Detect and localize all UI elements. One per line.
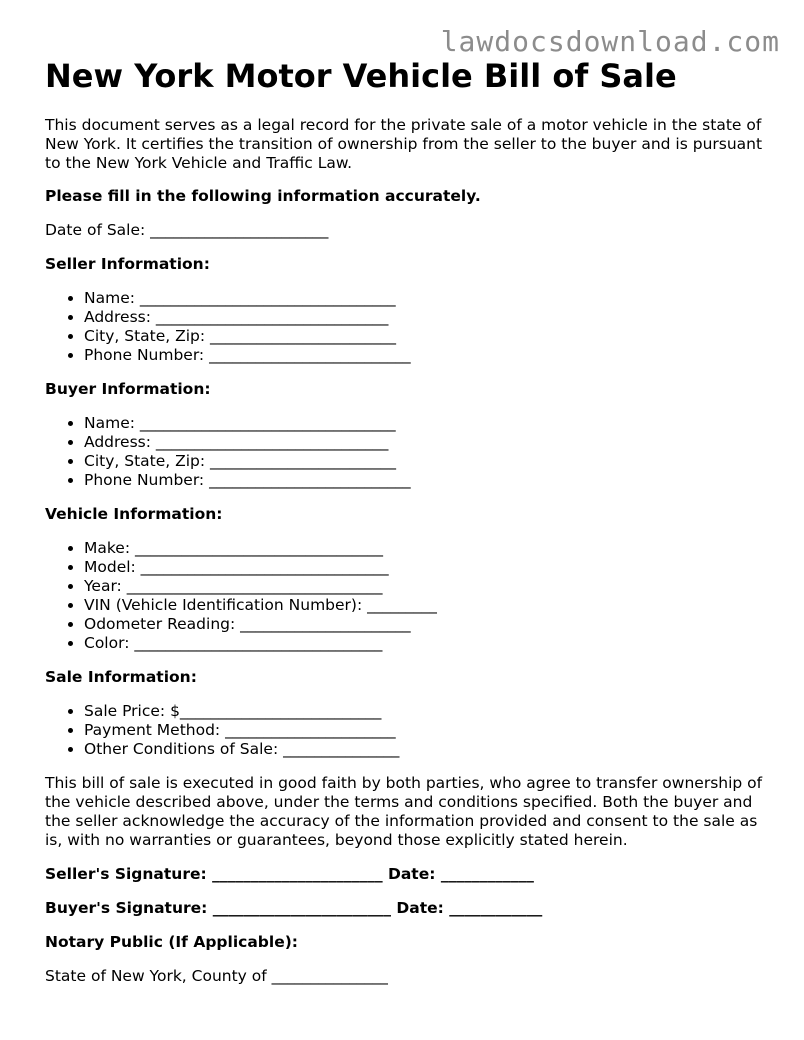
county-field[interactable]: State of New York, County of _______________	[45, 967, 388, 985]
sale-price-field[interactable]: • Sale Price: $__________________________	[84, 702, 775, 721]
date-of-sale-field[interactable]: Date of Sale: _______________________	[45, 221, 329, 239]
seller-name-field[interactable]: • Name: _________________________________	[84, 289, 775, 308]
sale-heading: Sale Information:	[45, 668, 197, 686]
buyer-list	[45, 414, 775, 490]
vehicle-model-field[interactable]: • Model: ________________________________	[84, 558, 775, 577]
seller-list	[45, 289, 775, 365]
document-title: New York Motor Vehicle Bill of Sale	[45, 57, 677, 95]
seller-phone-field[interactable]: • Phone Number: __________________________	[84, 346, 775, 365]
buyer-address-field[interactable]: • Address: ______________________________	[84, 433, 775, 452]
document-body	[45, 56, 775, 986]
seller-city-state-zip-field[interactable]: • City, State, Zip: ________________________	[84, 327, 775, 346]
buyer-phone-field[interactable]: • Phone Number: __________________________	[84, 471, 775, 490]
other-conditions-field[interactable]: • Other Conditions of Sale: _______________	[84, 740, 775, 759]
payment-method-field[interactable]: • Payment Method: ______________________	[84, 721, 775, 740]
buyer-city-state-zip-field[interactable]: • City, State, Zip: ________________________	[84, 452, 775, 471]
seller-address-field[interactable]: • Address: ______________________________	[84, 308, 775, 327]
vehicle-year-field[interactable]: • Year: _________________________________	[84, 577, 775, 596]
instruction-text: Please fill in the following information accurately.	[45, 187, 481, 205]
seller-heading: Seller Information:	[45, 255, 210, 273]
buyer-name-field[interactable]: • Name: _________________________________	[84, 414, 775, 433]
vehicle-list	[45, 539, 775, 653]
watermark-logo: lawdocsdownload.com	[440, 25, 780, 58]
seller-signature-line[interactable]: Seller's Signature: ______________________ Date: ____________	[45, 865, 534, 883]
intro-paragraph: This document serves as a legal record for the private sale of a motor vehicle in the state of New York. It certifies the transition of ownership from the seller to the buyer and is pursuant to the New York Vehicle and Traffic Law.	[45, 116, 763, 172]
vehicle-vin-field[interactable]: • VIN (Vehicle Identification Number): _________	[84, 596, 775, 615]
notary-heading: Notary Public (If Applicable):	[45, 933, 298, 951]
buyer-signature-line[interactable]: Buyer's Signature: _______________________ Date: ____________	[45, 899, 543, 917]
vehicle-make-field[interactable]: • Make: ________________________________	[84, 539, 775, 558]
vehicle-heading: Vehicle Information:	[45, 505, 223, 523]
closing-paragraph: This bill of sale is executed in good faith by both parties, who agree to transfer ownership of the vehicle described above, under the terms and conditions specified. Both the buyer and the seller acknowledge the accuracy of the information provided and consent to the sale as is, with no warranties or guarantees, beyond those explicitly stated herein.	[45, 774, 763, 849]
vehicle-color-field[interactable]: • Color: ________________________________	[84, 634, 775, 653]
buyer-heading: Buyer Information:	[45, 380, 211, 398]
vehicle-odometer-field[interactable]: • Odometer Reading: ______________________	[84, 615, 775, 634]
sale-list	[45, 702, 775, 759]
